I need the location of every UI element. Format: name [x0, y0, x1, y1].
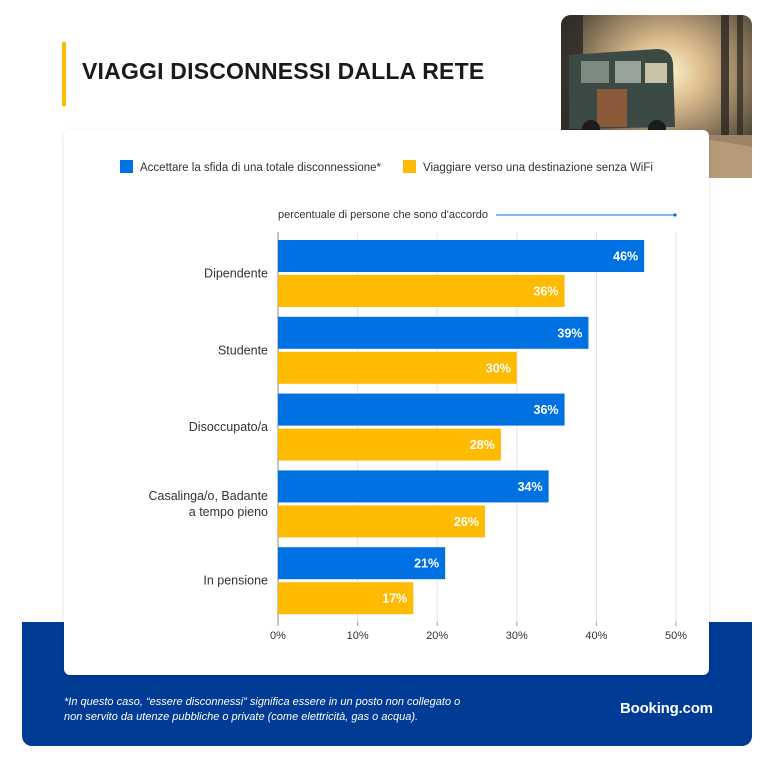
bar-2-2 — [278, 352, 517, 384]
x-tick-label-50: 50% — [664, 630, 688, 642]
category-label-4-1: Casalinga/o, Badante — [148, 488, 268, 503]
bar-chart — [64, 130, 709, 675]
category-label-2: Studente — [217, 343, 268, 358]
footnote-line-1: *In questo caso, “essere disconnessi” significa essere in un posto non collegato o — [64, 696, 461, 708]
bar-1-2 — [278, 317, 588, 349]
bar-label-1-1: 46% — [613, 249, 639, 264]
chart-card — [64, 130, 709, 675]
bar-label-2-4: 26% — [453, 514, 479, 529]
title-accent-bar — [62, 42, 66, 106]
bar-label-2-2: 30% — [485, 361, 511, 376]
category-label-3: Disoccupato/a — [188, 420, 268, 435]
booking-logo: Booking.com — [620, 700, 713, 717]
bar-label-1-3: 36% — [533, 403, 559, 418]
footnote-line-2: non servito da utenze pubbliche o private (come elettricità, gas o acqua). — [64, 711, 419, 723]
page-title: VIAGGI DISCONNESSI DALLA RETE — [82, 58, 485, 84]
bar-2-3 — [278, 429, 501, 461]
x-tick-label-20: 20% — [426, 630, 449, 642]
bar-label-1-5: 21% — [414, 556, 440, 571]
bar-label-2-5: 17% — [382, 591, 408, 606]
bar-1-3 — [278, 394, 565, 426]
x-tick-label-30: 30% — [505, 630, 528, 642]
x-tick-label-10: 10% — [346, 630, 369, 642]
bar-1-1 — [278, 240, 644, 272]
bar-label-2-1: 36% — [533, 284, 559, 299]
category-label-5: In pensione — [203, 573, 268, 588]
bar-label-2-3: 28% — [469, 438, 495, 453]
bar-label-1-2: 39% — [557, 326, 583, 341]
legend-label-1: Accettare la sfida di una totale disconnessione* — [140, 162, 382, 174]
category-label-4-2: a tempo pieno — [188, 504, 268, 519]
legend-swatch-1 — [120, 160, 133, 173]
x-tick-label-40: 40% — [585, 630, 608, 642]
bar-1-4 — [278, 470, 549, 502]
category-label-1: Dipendente — [204, 266, 268, 281]
axis-caption-line-end — [673, 213, 676, 216]
bar-label-1-4: 34% — [517, 479, 543, 494]
legend-label-2: Viaggiare verso una destinazione senza WiFi — [423, 162, 653, 174]
x-tick-label-0: 0% — [270, 630, 286, 642]
footnote — [64, 695, 534, 725]
legend-swatch-2 — [403, 160, 416, 173]
bar-2-1 — [278, 275, 565, 307]
axis-caption: percentuale di persone che sono d'accordo — [278, 209, 489, 221]
